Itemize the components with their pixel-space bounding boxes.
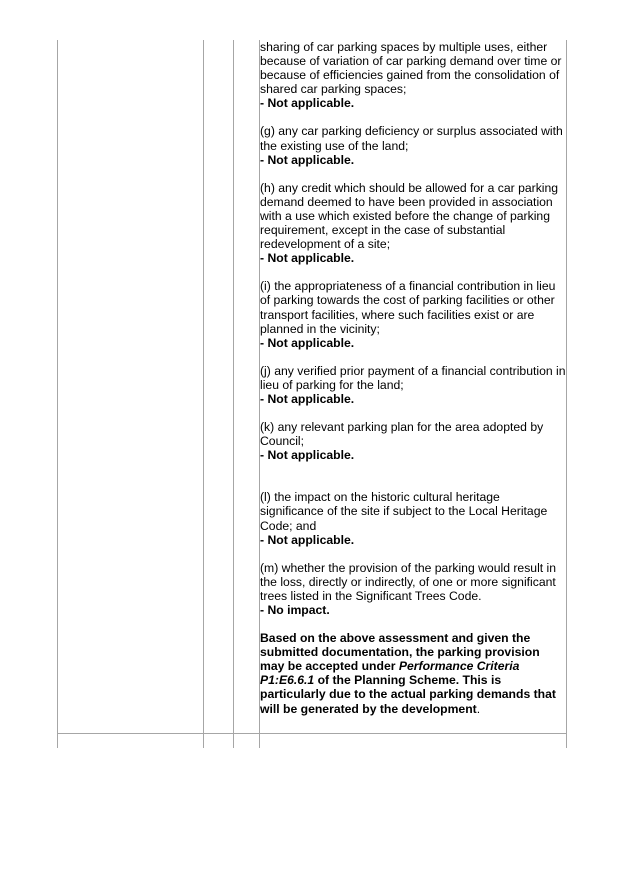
conclusion-block xyxy=(260,631,566,716)
item-m-text: (m) whether the provision of the parking would result in the loss, directly or indirectly, of one or more significant trees listed in the Significant Trees Code. xyxy=(260,560,557,603)
item-f-text: sharing of car parking spaces by multiple uses, either because of variation of car parking demand over time or because of efficiencies gained from the consolidation of shared car parking spaces; xyxy=(260,40,562,97)
item-g-text: (g) any car parking deficiency or surplus associated with the existing use of the land; xyxy=(260,124,563,153)
item-m-response: - No impact. xyxy=(260,603,330,617)
conclusion-end: . xyxy=(476,701,481,716)
item-f-block xyxy=(260,40,566,110)
table-column-divider-1 xyxy=(203,40,204,748)
item-i-block xyxy=(260,279,566,349)
performance-criteria-reference: Performance Criteria P1:E6.6.1 xyxy=(260,659,520,688)
conclusion-part2: of the Planning Scheme. This is particularly due to the actual parking demands that will be generated by the development xyxy=(260,673,556,716)
item-g-response: - Not applicable. xyxy=(260,152,355,167)
table-row-divider xyxy=(57,733,567,734)
item-j-block xyxy=(260,364,566,406)
item-l-text: (l) the impact on the historic cultural heritage significance of the site if subject to the Local Heritage Code; and xyxy=(260,490,548,533)
assessment-cell xyxy=(260,40,566,730)
item-m-block xyxy=(260,561,566,617)
item-h-block xyxy=(260,181,566,266)
blank-line xyxy=(260,476,566,490)
conclusion-part1: Based on the above assessment and given the submitted documentation, the parking provision may be accepted under xyxy=(260,631,540,674)
table-column-divider-2 xyxy=(233,40,234,748)
item-k-block xyxy=(260,420,566,462)
item-h-response: - Not applicable. xyxy=(260,251,355,266)
item-j-response: - Not applicable. xyxy=(260,391,355,406)
table-border-right xyxy=(566,40,567,748)
item-i-text: (i) the appropriateness of a financial contribution in lieu of parking towards the cost of parking facilities or other transport facilities, where such facilities exist or are planned in the vicinity; xyxy=(260,279,556,336)
item-l-response: - Not applicable. xyxy=(260,532,355,547)
table-border-left xyxy=(57,40,58,748)
item-h-text: (h) any credit which should be allowed for a car parking demand deemed to have been provided in association with a use which existed before the change of parking requirement, except in the case of substantial redevelopment of a site; xyxy=(260,180,559,252)
item-k-text: (k) any relevant parking plan for the area adopted by Council; xyxy=(260,420,544,449)
conclusion-paragraph xyxy=(260,631,566,716)
item-j-text: (j) any verified prior payment of a financial contribution in lieu of parking for the land; xyxy=(260,363,566,392)
item-i-response: - Not applicable. xyxy=(260,335,355,350)
item-l-block xyxy=(260,490,566,546)
item-f-response: - Not applicable. xyxy=(260,96,355,111)
item-g-block xyxy=(260,124,566,166)
item-k-response: - Not applicable. xyxy=(260,448,355,463)
